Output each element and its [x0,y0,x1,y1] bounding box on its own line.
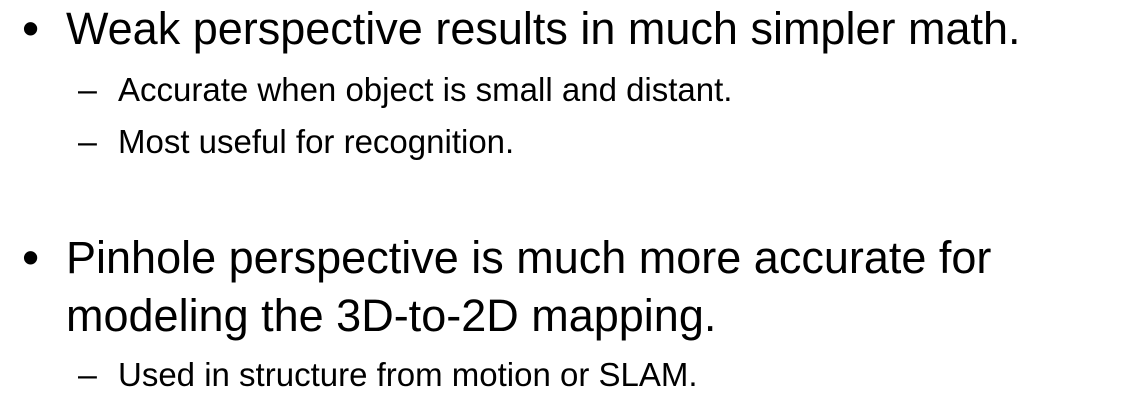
sub-item-text: Accurate when object is small and distant. [118,71,733,108]
dash-icon: – [78,123,97,161]
sub-item [0,116,1121,168]
sub-item-text: Most useful for recognition. [118,123,515,160]
bullet-item-pinhole-perspective [0,229,1121,401]
sub-item-text: Used in structure from motion or SLAM. [118,356,698,393]
sub-item [0,349,1121,401]
dash-icon: – [78,356,97,394]
bullet-text: Pinhole perspective is much more accurate for modeling the 3D-to-2D mapping. [66,232,992,341]
bullet-dot-icon: • [22,2,40,56]
bullet-item-weak-perspective [0,0,1121,168]
bullet-main-line [0,229,1121,345]
sub-item [0,64,1121,116]
dash-icon: – [78,71,97,109]
bullet-main-line [0,0,1121,58]
bullet-text: Weak perspective results in much simpler math. [66,3,1021,54]
bullet-dot-icon: • [22,231,40,285]
